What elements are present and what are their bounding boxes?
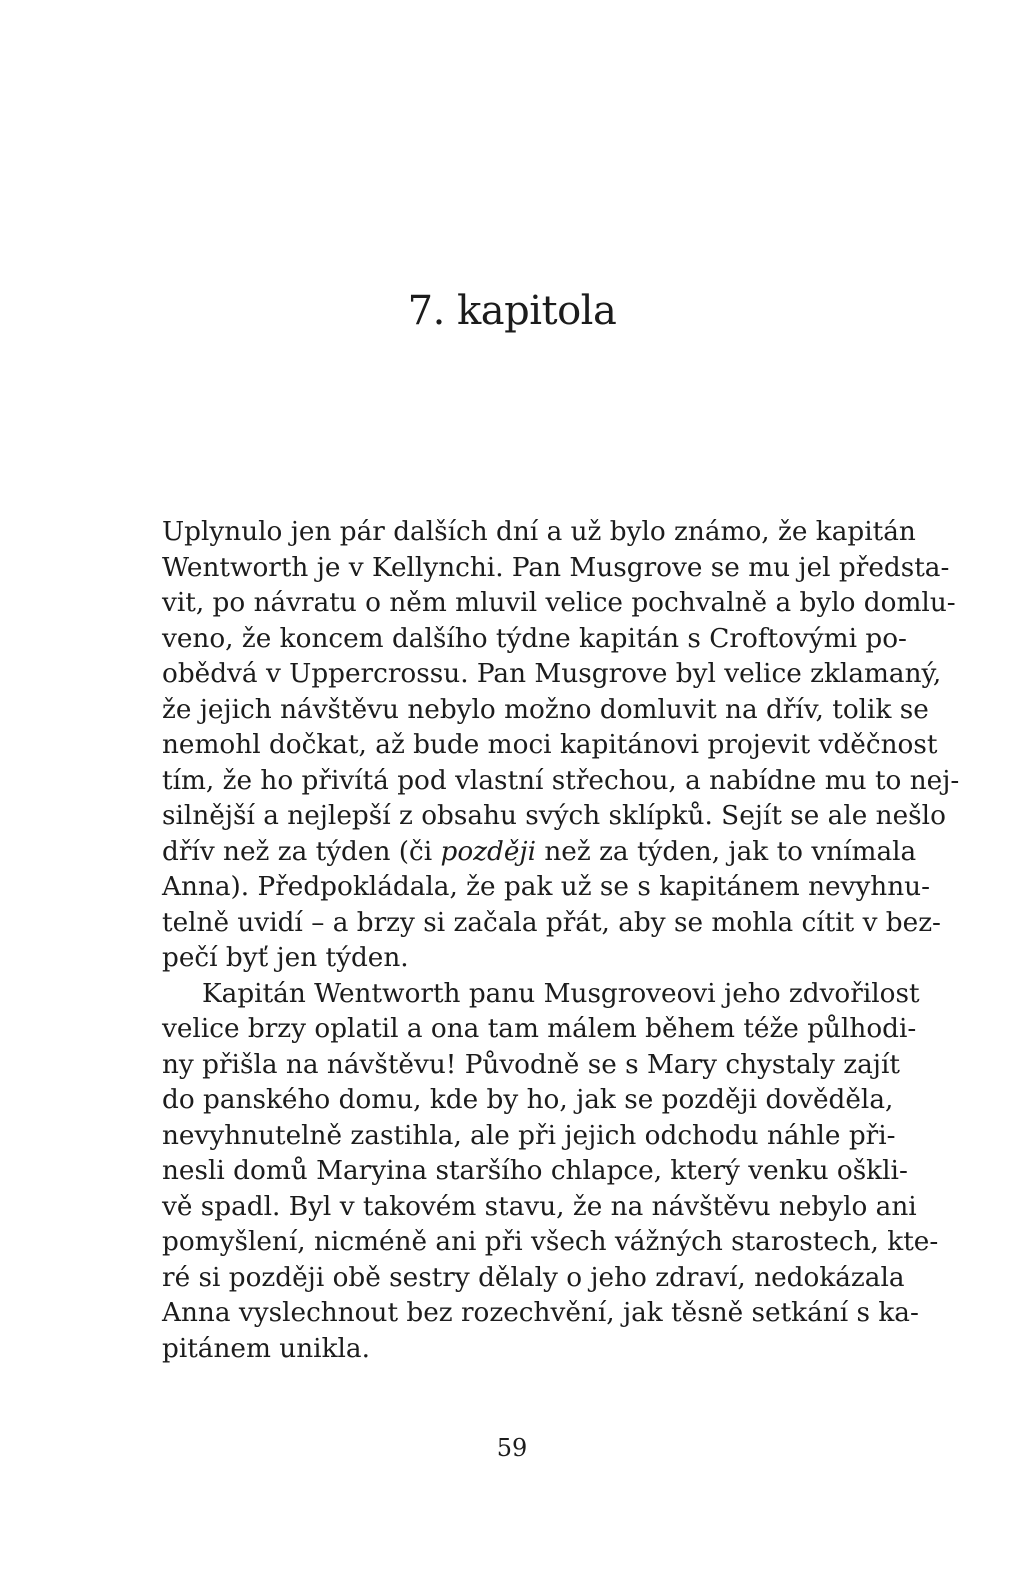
text-line: tím, že ho přivítá pod vlastní střechou, a nabídne mu to nej- — [162, 765, 960, 796]
text-line: silnější a nejlepší z obsahu svých sklípků. Sejít se ale nešlo — [162, 801, 946, 831]
text-line: vit, po návratu o něm mluvil velice pochvalně a bylo domlu- — [162, 588, 956, 618]
text-line: obědvá v Uppercrossu. Pan Musgrove byl velice zklamaný, — [162, 659, 942, 689]
chapter-title: 7. kapitola — [407, 288, 617, 334]
emphasis-text: později — [440, 836, 536, 867]
text-line: do panského domu, kde by ho, jak se později dověděla, — [162, 1085, 894, 1115]
text-line: pečí byť jen týden. — [162, 943, 409, 973]
text-line: pitánem unikla. — [162, 1333, 370, 1364]
text-line: Anna vyslechnout bez rozechvění, jak těsně setkání s ka- — [162, 1298, 919, 1328]
body-text — [162, 515, 960, 1367]
text-line: Kapitán Wentworth panu Musgroveovi jeho zdvořilost — [202, 978, 920, 1009]
text-segment: dřív než za týden (či — [162, 836, 441, 867]
text-line: telně uvidí – a brzy si začala přát, aby se mohla cítit v bez- — [162, 907, 941, 938]
text-line: nemohl dočkat, až bude moci kapitánovi projevit vděčnost — [162, 730, 938, 760]
text-line: veno, že koncem dalšího týdne kapitán s Croftovými po- — [162, 623, 907, 654]
text-line — [162, 835, 917, 871]
text-line: nesli domů Maryina staršího chlapce, který venku oškli- — [162, 1156, 908, 1186]
text-line: Anna). Předpokládala, že pak už se s kapitánem nevyhnu- — [162, 872, 930, 902]
text-line: ré si později obě sestry dělaly o jeho zdraví, nedokázala — [162, 1262, 905, 1293]
text-line: velice brzy oplatil a ona tam málem během téže půlhodi- — [162, 1014, 917, 1044]
text-line: vě spadl. Byl v takovém stavu, že na návštěvu nebylo ani — [162, 1191, 917, 1222]
paragraph-2 — [162, 977, 939, 1368]
page-number: 59 — [496, 1434, 528, 1462]
paragraph-1 — [162, 515, 960, 977]
text-line: nevyhnutelně zastihla, ale při jejich odchodu náhle při- — [162, 1120, 896, 1151]
text-segment: než za týden, jak to vnímala — [536, 836, 917, 867]
text-line: že jejich návštěvu nebylo možno domluvit na dřív, tolik se — [162, 694, 929, 725]
text-line: pomyšlení, nicméně ani při všech vážných starostech, kte- — [162, 1227, 939, 1257]
text-line: Uplynulo jen pár dalších dní a už bylo známo, že kapitán — [162, 517, 916, 547]
text-line: ny přišla na návštěvu! Původně se s Mary chystaly zajít — [162, 1049, 900, 1080]
text-line: Wentworth je v Kellynchi. Pan Musgrove se mu jel předsta- — [162, 552, 950, 583]
